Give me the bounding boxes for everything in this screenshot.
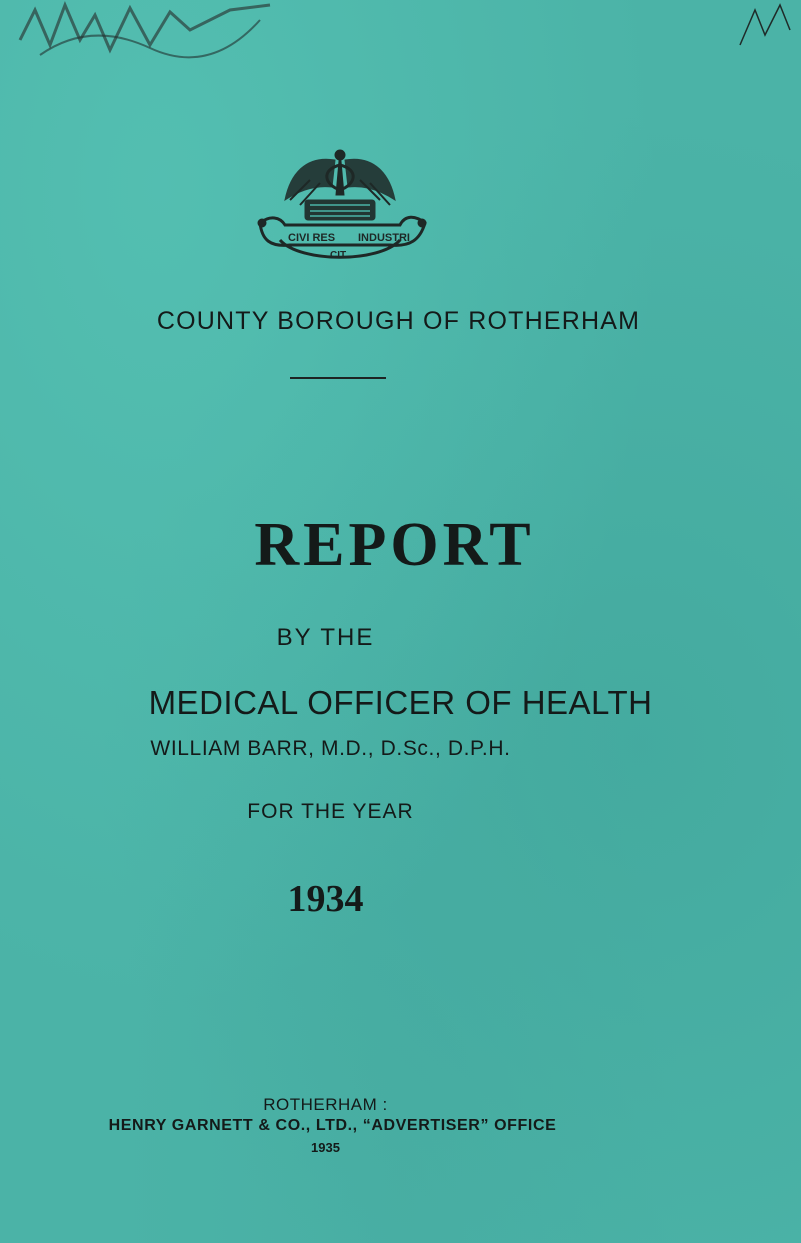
for-the-year-text: FOR THE YEAR: [247, 800, 414, 823]
heading-rule: [290, 377, 386, 379]
borough-crest-icon: [250, 145, 430, 275]
corner-pencil-mark: [735, 0, 795, 50]
imprint-publisher: HENRY GARNETT & CO., LTD., “ADVERTISER” OFFICE: [108, 1117, 557, 1134]
officer-title: MEDICAL OFFICER OF HEALTH: [148, 684, 653, 721]
crest-motto-left: CIVI RES: [288, 232, 336, 244]
crest-motto-right: INDUSTRI: [358, 232, 410, 244]
corner-stain: [0, 0, 300, 60]
county-heading: COUNTY BOROUGH OF ROTHERHAM: [156, 307, 641, 335]
by-the-text: BY THE: [276, 624, 375, 651]
crest-motto-middle: CIT: [330, 250, 347, 261]
author-name: WILLIAM BARR, M.D., D.Sc., D.P.H.: [150, 737, 511, 760]
report-title: REPORT: [254, 511, 535, 579]
imprint-year: 1935: [311, 1140, 340, 1155]
report-year: 1934: [287, 878, 364, 920]
imprint-city: ROTHERHAM :: [263, 1095, 388, 1114]
